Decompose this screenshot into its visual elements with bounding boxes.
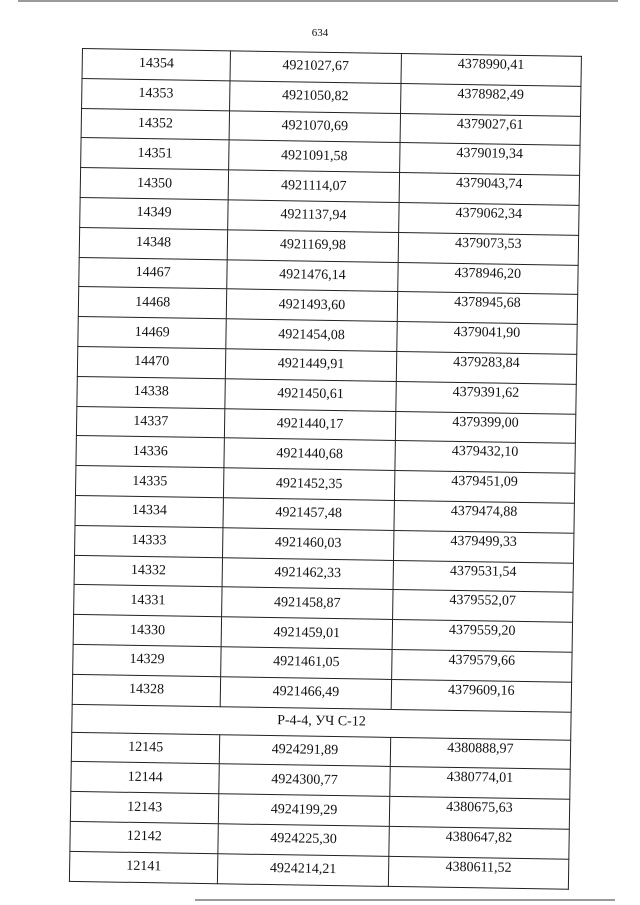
x-coordinate-cell: 4921454,08 — [226, 319, 397, 351]
x-coordinate-cell: 4921476,14 — [227, 259, 398, 291]
point-number-cell: 12143 — [70, 792, 219, 824]
point-number-cell: 14334 — [75, 495, 224, 527]
x-coordinate-cell: 4921493,60 — [227, 289, 398, 321]
y-coordinate-cell: 4379552,07 — [392, 590, 573, 623]
point-number-cell: 14351 — [81, 138, 230, 170]
y-coordinate-cell: 4379062,34 — [398, 202, 579, 235]
x-coordinate-cell: 4921460,03 — [223, 528, 394, 560]
y-coordinate-cell: 4378945,68 — [397, 292, 578, 325]
y-coordinate-cell: 4379432,10 — [395, 441, 576, 474]
y-coordinate-cell: 4379399,00 — [395, 411, 576, 444]
x-coordinate-cell: 4921466,49 — [220, 676, 391, 708]
point-number-cell: 14353 — [82, 78, 231, 110]
point-number-cell: 14350 — [80, 168, 229, 200]
point-number-cell: 14329 — [73, 644, 222, 676]
y-coordinate-cell: 4379073,53 — [398, 232, 579, 265]
point-number-cell: 12142 — [70, 821, 219, 853]
coordinates-group-a — [72, 49, 581, 712]
section-title: Р-4-4, УЧ С-12 — [72, 704, 571, 740]
y-coordinate-cell: 4380888,97 — [390, 737, 571, 770]
y-coordinate-cell: 4378990,41 — [401, 54, 582, 87]
point-number-cell: 14338 — [77, 376, 226, 408]
x-coordinate-cell: 4921449,91 — [226, 349, 397, 381]
y-coordinate-cell: 4379283,84 — [396, 351, 577, 384]
page-number: 634 — [311, 27, 329, 39]
point-number-cell: 14331 — [74, 585, 223, 617]
point-number-cell: 14328 — [72, 674, 221, 706]
point-number-cell: 14470 — [77, 346, 226, 378]
x-coordinate-cell: 4921091,58 — [229, 140, 400, 172]
y-coordinate-cell: 4379609,16 — [391, 679, 572, 712]
y-coordinate-cell: 4379559,20 — [392, 620, 573, 653]
y-coordinate-cell: 4380611,52 — [388, 856, 569, 889]
point-number-cell: 14330 — [73, 615, 222, 647]
scan-edge-top — [18, 0, 618, 2]
point-number-cell: 14337 — [76, 406, 225, 438]
point-number-cell: 14332 — [74, 555, 223, 587]
y-coordinate-cell: 4379474,88 — [394, 500, 575, 533]
x-coordinate-cell: 4921137,94 — [228, 200, 399, 232]
y-coordinate-cell: 4378946,20 — [397, 262, 578, 295]
y-coordinate-cell: 4380675,63 — [389, 797, 570, 830]
point-number-cell: 12145 — [71, 732, 220, 764]
y-coordinate-cell: 4379499,33 — [393, 530, 574, 563]
x-coordinate-cell: 4921461,05 — [221, 647, 392, 679]
y-coordinate-cell: 4379043,74 — [399, 173, 580, 206]
x-coordinate-cell: 4924225,30 — [218, 824, 389, 856]
x-coordinate-cell: 4924214,21 — [218, 853, 389, 885]
scan-edge-bottom — [195, 899, 615, 901]
point-number-cell: 14333 — [75, 525, 224, 557]
point-number-cell: 12141 — [69, 851, 218, 883]
point-number-cell: 14469 — [78, 317, 227, 349]
x-coordinate-cell: 4921462,33 — [222, 557, 393, 589]
x-coordinate-cell: 4921458,87 — [222, 587, 393, 619]
y-coordinate-cell: 4380774,01 — [389, 767, 570, 800]
x-coordinate-cell: 4924300,77 — [219, 764, 390, 796]
coordinates-group-b — [69, 732, 570, 889]
coordinates-table — [69, 48, 582, 889]
x-coordinate-cell: 4921440,68 — [224, 438, 395, 470]
y-coordinate-cell: 4378982,49 — [400, 83, 581, 116]
point-number-cell: 14336 — [76, 436, 225, 468]
point-number-cell: 14349 — [80, 197, 229, 229]
y-coordinate-cell: 4379391,62 — [396, 381, 577, 414]
y-coordinate-cell: 4380647,82 — [389, 826, 570, 859]
point-number-cell: 14354 — [82, 49, 231, 81]
y-coordinate-cell: 4379451,09 — [394, 471, 575, 504]
x-coordinate-cell: 4921114,07 — [228, 170, 399, 202]
y-coordinate-cell: 4379041,90 — [396, 322, 577, 355]
point-number-cell: 12144 — [71, 762, 220, 794]
point-number-cell: 14352 — [81, 108, 230, 140]
y-coordinate-cell: 4379579,66 — [391, 649, 572, 682]
x-coordinate-cell: 4921452,35 — [224, 468, 395, 500]
point-number-cell: 14468 — [78, 287, 227, 319]
x-coordinate-cell: 4924199,29 — [219, 794, 390, 826]
x-coordinate-cell: 4921459,01 — [221, 617, 392, 649]
x-coordinate-cell: 4924291,89 — [220, 734, 391, 766]
x-coordinate-cell: 4921070,69 — [229, 110, 400, 142]
x-coordinate-cell: 4921169,98 — [228, 230, 399, 262]
point-number-cell: 14335 — [75, 466, 224, 498]
y-coordinate-cell: 4379019,34 — [399, 143, 580, 176]
y-coordinate-cell: 4379027,61 — [400, 113, 581, 146]
x-coordinate-cell: 4921050,82 — [230, 81, 401, 113]
y-coordinate-cell: 4379531,54 — [393, 560, 574, 593]
x-coordinate-cell: 4921440,17 — [225, 408, 396, 440]
point-number-cell: 14467 — [79, 257, 228, 289]
x-coordinate-cell: 4921027,67 — [230, 51, 401, 83]
x-coordinate-cell: 4921450,61 — [225, 379, 396, 411]
x-coordinate-cell: 4921457,48 — [223, 498, 394, 530]
point-number-cell: 14348 — [79, 227, 228, 259]
